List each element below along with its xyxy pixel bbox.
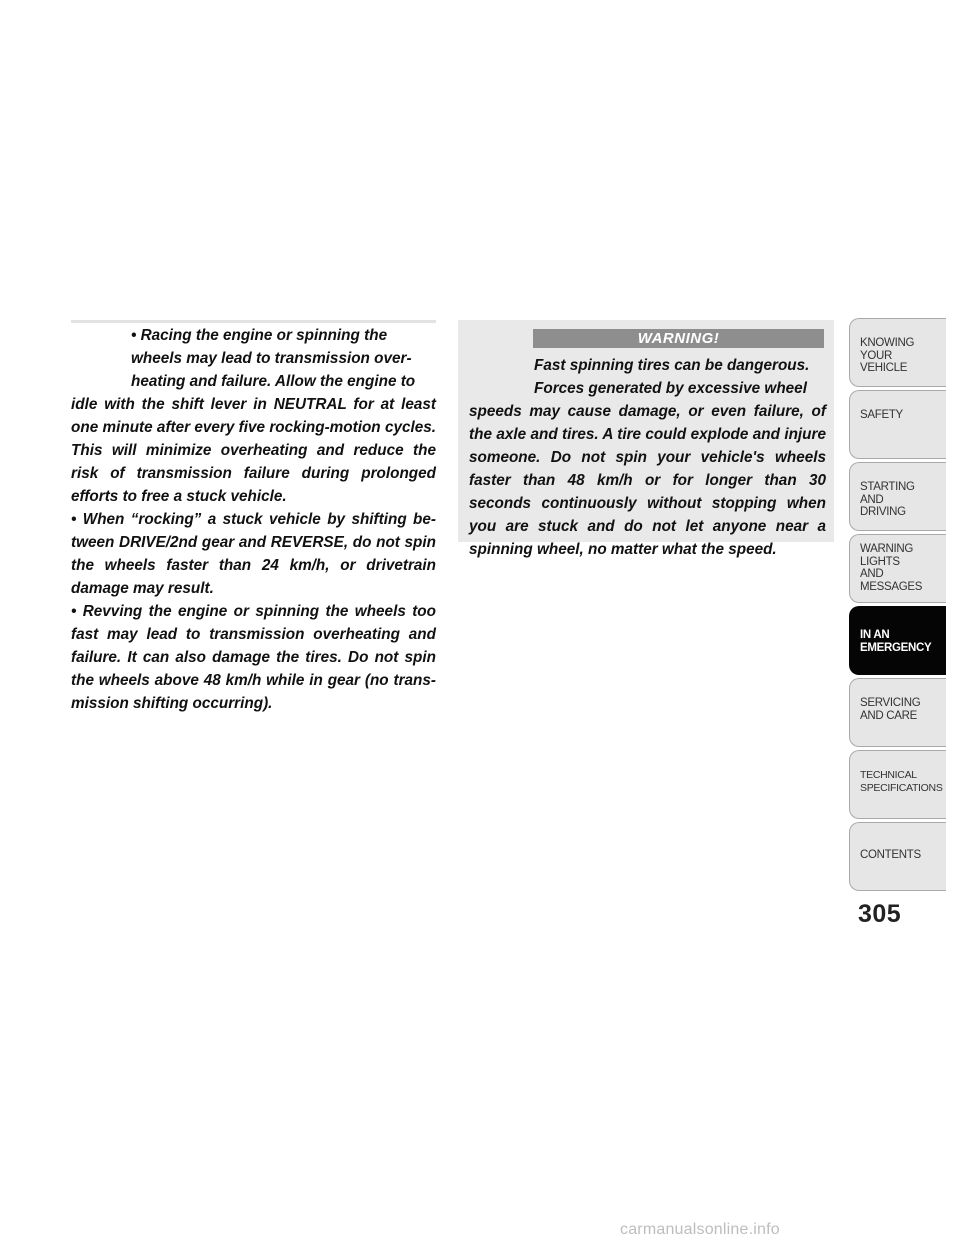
tab-servicing-and-care[interactable] xyxy=(849,678,946,747)
bullet-1-line-3: heating and failure. Allow the engine to xyxy=(131,373,416,390)
tab-label: STARTING AND DRIVING xyxy=(860,481,915,518)
bullet-1-line-1: • Racing the engine or spinning the xyxy=(131,324,436,347)
tab-label: TECHNICAL SPECIFICATIONS xyxy=(860,769,943,794)
tab-contents[interactable] xyxy=(849,822,946,891)
tab-label: KNOWING YOUR VEHICLE xyxy=(860,337,915,374)
left-column xyxy=(71,320,436,715)
tab-knowing-your-vehicle[interactable] xyxy=(849,318,946,387)
bullet-1-line-2: wheels may lead to transmission over- xyxy=(131,350,412,367)
page-number: 305 xyxy=(858,900,902,928)
tab-in-an-emergency[interactable] xyxy=(849,606,946,675)
bullet-1-continuation: idle with the shift lever in NEUTRAL for at least one minute after every five rocking-motion cycles. This will minimize overheating and reduce the risk of transmission failure during prolonged efforts to free a stuck vehicle. xyxy=(71,396,436,505)
watermark: carmanualsonline.info xyxy=(620,1221,780,1238)
tab-safety[interactable] xyxy=(849,390,946,459)
warning-continuation: speeds may cause damage, or even failure, of the axle and tires. A tire could explode and injure someone. Do not spin your vehicle's wheels faster than 48 km/h or for longer than 30 seconds continuously without stopping when you are stuck and do not let anyone near a spinning wheel, no matter what the speed. xyxy=(469,403,826,558)
warning-body xyxy=(469,354,826,561)
column-top-rule xyxy=(71,320,436,323)
tab-label: CONTENTS xyxy=(860,849,921,861)
bullet-2: • When “rocking” a stuck vehicle by shifting be- tween DRIVE/2nd gear and REVERSE, do not spin the wheels faster than 24 km/h, or drivetrain damage may result. xyxy=(71,508,436,600)
tab-label: IN AN EMERGENCY xyxy=(860,629,932,654)
chapter-tabs xyxy=(849,318,948,894)
tab-label: WARNING LIGHTS AND MESSAGES xyxy=(860,543,923,593)
warning-title: WARNING! xyxy=(533,329,824,348)
tab-label: SAFETY xyxy=(860,409,903,421)
warning-box xyxy=(458,320,834,558)
tab-starting-and-driving[interactable] xyxy=(849,462,946,531)
tab-warning-lights-and-messages[interactable] xyxy=(849,534,946,603)
warning-line-2: Forces generated by excessive wheel xyxy=(534,380,807,397)
bullet-3: • Revving the engine or spinning the wheels too fast may lead to transmission overheating and failure. It can also damage the tires. Do not spin the wheels above 48 km/h while in gear (no trans- mission shifting occurring). xyxy=(71,600,436,715)
tab-technical-specifications[interactable] xyxy=(849,750,946,819)
warning-line-1: Fast spinning tires can be dangerous. xyxy=(534,357,810,374)
tab-label: SERVICING AND CARE xyxy=(860,697,921,722)
